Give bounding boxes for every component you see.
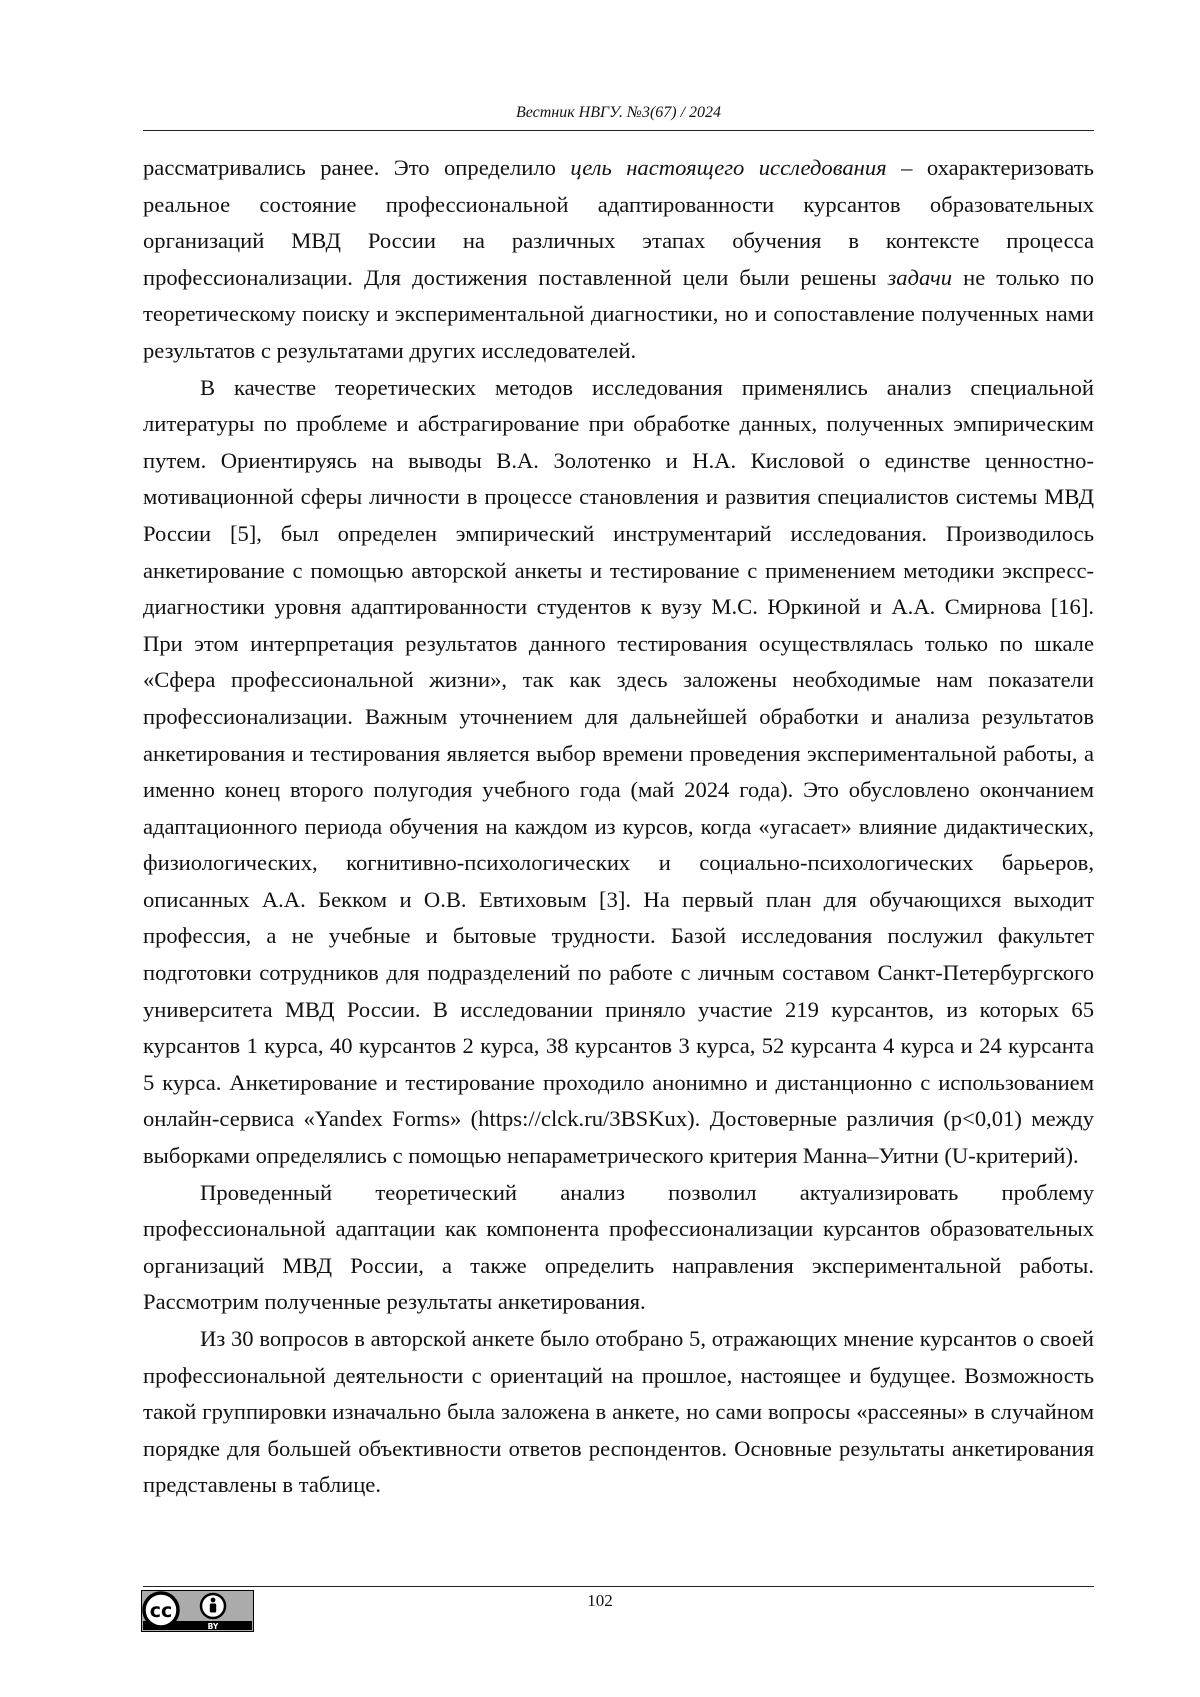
tasks-emphasis: задачи (887, 264, 953, 290)
paragraph-2: В качестве теоретических методов исследования применялись анализ специальной литературы по проблеме и абстрагирование при обработке данных, полученных эмпирическим путем. Ориентируясь на выводы В.А. Золотенко и Н.А. Кисловой о единстве ценностно-мотивационной сферы личности в процессе становления и развития специалистов системы МВД России [5], был определен эмпирический инструментарий исследования. Производилось анкетирование с помощью авторской анкеты и тестирование с применением методики экспресс-диагностики уровня адаптированности студентов к вузу М.С. Юркиной и А.А. Смирнова [16]. При этом интерпретация результатов данного тестирования осуществлялась только по шкале «Сфера профессиональной жизни», так как здесь заложены необходимые нам показатели профессионализации. Важным уточнением для дальнейшей обработки и анализа результатов анкетирования и тестирования является выбор времени проведения экспериментальной работы, а именно конец второго полугодия учебного года (май 2024 года). Это обусловлено окончанием адаптационного периода обучения на каждом из курсов, когда «угасает» влияние дидактических, физиологических, когнитивно-психологических и социально-психологических барьеров, описанных А.А. Бекком и О.В. Евтиховым [3]. На первый план для обучающихся выходит профессия, а не учебные и бытовые трудности. Базой исследования послужил факультет подготовки сотрудников для подразделений по работе с личным составом Санкт-Петербургского университета МВД России. В исследовании приняло участие 219 курсантов, из которых 65 курсантов 1 курса, 40 курсантов 2 курса, 38 курсантов 3 курса, 52 курсанта 4 курса и 24 курсанта 5 курса. Анкетирование и тестирование проходило анонимно и дистанционно с использованием онлайн-сервиса «Yandex Forms» (https://clck.ru/3BSKux). Достоверные различия (p<0,01) между выборками определялись с помощью непараметрического критерия Манна–Уитни (U-критерий). (143, 374, 1094, 1169)
paragraph-1-text-b: – охарактеризовать реальное состояние профессиональной адаптированности курсантов образовательных организаций МВД России на различных этапах обучения в контексте процесса профессионализации. Для достижения поставленной цели были решены (143, 155, 1094, 290)
journal-title: Вестник НВГУ. №3(67) / 2024 (515, 104, 722, 121)
paragraph-3: Проведенный теоретический анализ позволил актуализировать проблему профессиональной адаптации как компонента профессионализации курсантов образовательных организаций МВД России, а также определить направления экспериментальной работы. Рассмотрим полученные результаты анкетирования. (143, 1179, 1094, 1315)
footer-divider (143, 1586, 1094, 1587)
by-label: BY (207, 1622, 219, 1631)
paragraph-1 (143, 150, 1094, 370)
cc-glyph: cc (149, 1600, 173, 1622)
page-number: 102 (587, 1591, 613, 1610)
running-header (143, 102, 1094, 131)
paragraph-1-text-a: рассматривались ранее. Это определило (143, 155, 571, 180)
research-goal-emphasis: цель настоящего исследования (570, 155, 887, 180)
paragraph-4: Из 30 вопросов в авторской анкете было отобрано 5, отражающих мнение курсантов о своей профессиональной деятельности с ориентаций на прошлое, настоящее и будущее. Возможность такой группировки изначально была заложена в анкете, но сами вопросы «рассеяны» в случайном порядке для большей объективности ответов респондентов. Основные результаты анкетирования представлены в таблице. (143, 1326, 1094, 1498)
article-body (143, 150, 1094, 1504)
paragraph-1-text-c: не только по теоретическому поиску и экспериментальной диагностики, но и сопоставление полученных нами результатов с результатами других исследователей. (143, 264, 1094, 363)
